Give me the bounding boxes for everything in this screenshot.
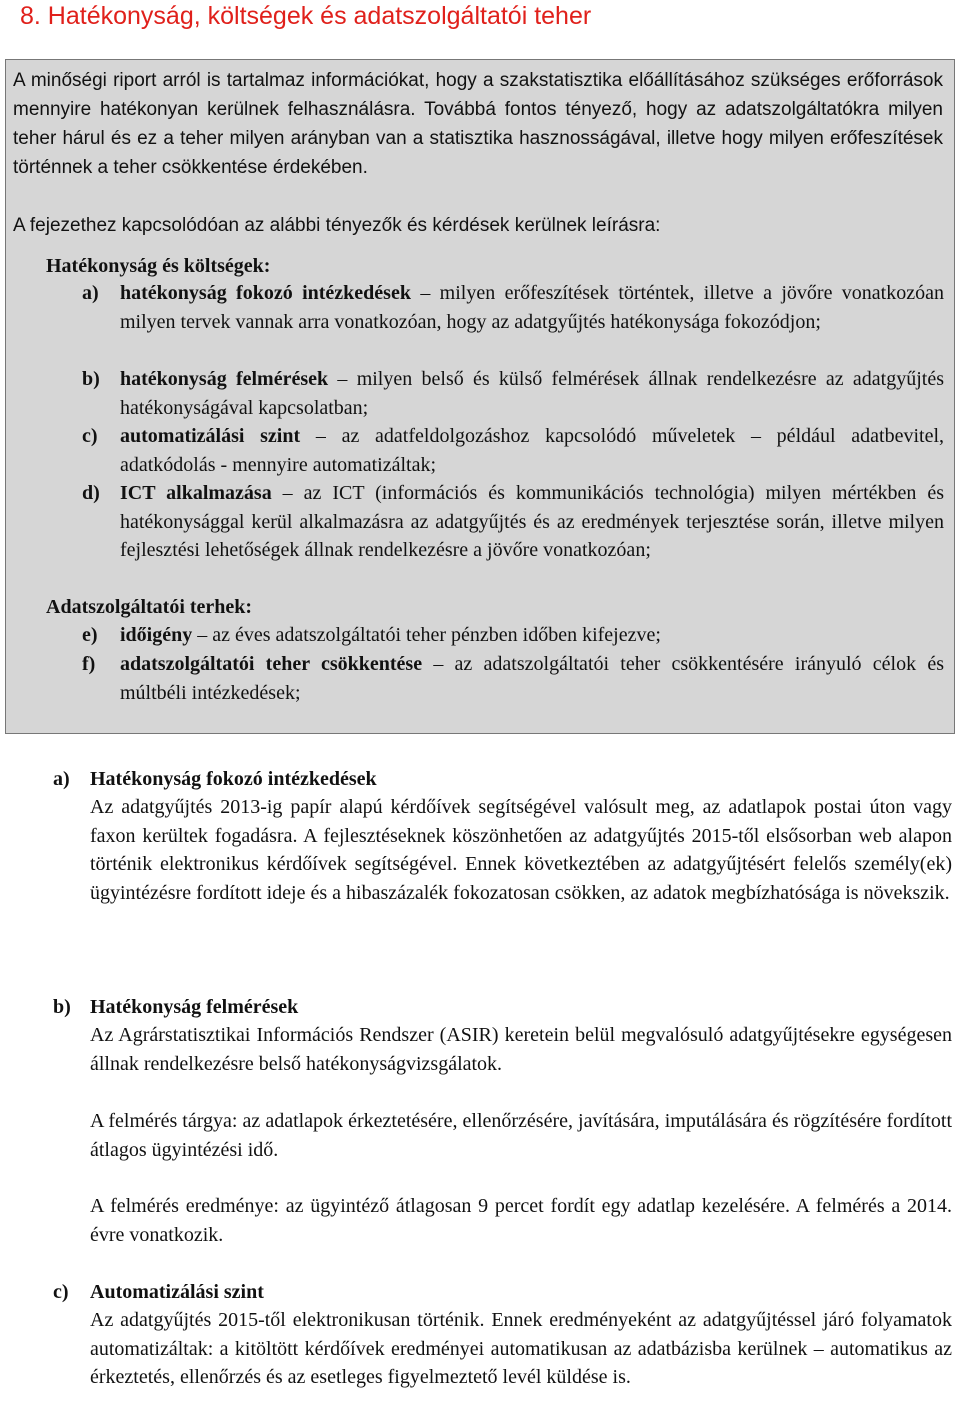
list-item xyxy=(82,479,944,565)
section-b-paragraph-3: A felmérés eredménye: az ügyintéző átlagosan 9 percet fordít egy adatlap kezelésére. A felmérés a 2014. évre vonatkozik. xyxy=(90,1195,952,1246)
section-b-paragraph-2: A felmérés tárgya: az adatlapok érkeztetésére, ellenőrzésére, javítására, imputálására és rögzítésére fordított átlagos ügyintézési idő. xyxy=(90,1110,952,1161)
box-intro: A minőségi riport arról is tartalmaz információkat, hogy a szakstatisztika előállításához szükséges erőforrások mennyire hatékonyan kerülnek felhasználásra. Továbbá fontos tényező, hogy az adatszolgáltatókra milyen teher hárul és ez a teher milyen arányban van a statisztika hasznosságával, illetve hogy milyen erőfeszítések történnek a teher csökkentése érdekében. xyxy=(13,70,943,178)
section-b-paragraph-1: Az Agrárstatisztikai Információs Rendszer (ASIR) keretein belül megvalósuló adatgyűjtésekre egységesen állnak rendelkezésre belső hatékonyságvizsgálatok. xyxy=(90,1024,952,1075)
section-c-heading xyxy=(53,1278,953,1307)
item-label: c) xyxy=(82,425,98,447)
item-term: adatszolgáltatói teher csökkentése xyxy=(120,653,423,675)
section-label: c) xyxy=(53,1281,69,1303)
section-a-heading xyxy=(53,765,953,794)
item-label: b) xyxy=(82,368,100,390)
item-text: – az adatfeldolgozáshoz kapcsolódó műveletek – például adatbevitel, adatkódolás - mennyire automatizáltak; xyxy=(120,425,945,476)
item-text: – milyen belső és külső felmérések állnak rendelkezésre az adatgyűjtés hatékonyságával kapcsolatban; xyxy=(120,368,944,419)
item-term: hatékonyság fokozó intézkedések xyxy=(120,282,411,304)
item-text: – milyen erőfeszítések történtek, illetve a jövőre vonatkozóan milyen tervek vannak arra vonatkozóan, hogy az adatgyűjtés hatékonysága fokozódjon; xyxy=(120,282,944,333)
list-item xyxy=(82,650,944,707)
section-c-paragraph: Az adatgyűjtés 2015-től elektronikusan történik. Ennek eredményeként az adatgyűjtéssel járó folyamatok automatizáltak: a kitöltött kérdőívek eredményei automatikusan az adatbázisba kerülnek – automatikus az érkeztetés, ellenőrzés és az esetleges figyelmeztető levél küldése is. xyxy=(90,1309,952,1388)
group-heading-burden: Adatszolgáltatói terhek: xyxy=(46,596,253,618)
item-label: f) xyxy=(82,653,96,675)
section-label: a) xyxy=(53,768,70,790)
item-label: e) xyxy=(82,624,98,646)
group-heading-efficiency: Hatékonyság és költségek: xyxy=(46,255,271,277)
item-term: időigény xyxy=(120,624,193,646)
item-term: automatizálási szint xyxy=(120,425,301,447)
list-item xyxy=(82,279,944,336)
section-title: Hatékonyság felmérések xyxy=(90,996,299,1018)
list-item xyxy=(82,422,944,479)
list-item xyxy=(82,621,944,650)
box-intro-2: A fejezethez kapcsolódóan az alábbi tényezők és kérdések kerülnek leírásra: xyxy=(13,215,661,236)
item-text: – az ICT (információs és kommunikációs technológia) milyen mértékben és hatékonysággal kerül alkalmazásra az adatgyűjtés és az eredmények terjesztése során, illetve milyen fejlesztési lehetőségek állnak rendelkezésre a jövőre vonatkozóan; xyxy=(120,482,945,561)
section-label: b) xyxy=(53,996,71,1018)
section-b-heading xyxy=(53,993,953,1022)
item-text: – az adatszolgáltatói teher csökkentésére irányuló célok és múltbéli intézkedések; xyxy=(120,653,944,704)
section-title: Automatizálási szint xyxy=(90,1281,264,1303)
item-term: hatékonyság felmérések xyxy=(120,368,329,390)
item-term: ICT alkalmazása xyxy=(120,482,272,504)
item-label: a) xyxy=(82,282,99,304)
section-a-paragraph: Az adatgyűjtés 2013-ig papír alapú kérdőívek segítségével valósult meg, az adatlapok postai úton vagy faxon kerültek fogadásra. A fejlesztéseknek köszönhetően az adatgyűjtés 2015-től elsősorban web alapon történik elektronikus kérdőívek segítségével. Ennek következtében az adatgyűjtésért felelős személy(ek) ügyintézésre fordított ideje és a hibaszázalék fokozatosan csökken, az adatok megbízhatósága is növekszik. xyxy=(90,796,952,904)
list-item xyxy=(82,365,944,422)
section-heading: 8. Hatékonyság, költségek és adatszolgáltatói teher xyxy=(20,2,592,30)
item-label: d) xyxy=(82,482,100,504)
section-title: Hatékonyság fokozó intézkedések xyxy=(90,768,377,790)
item-text: – az éves adatszolgáltatói teher pénzben időben kifejezve; xyxy=(192,624,661,646)
